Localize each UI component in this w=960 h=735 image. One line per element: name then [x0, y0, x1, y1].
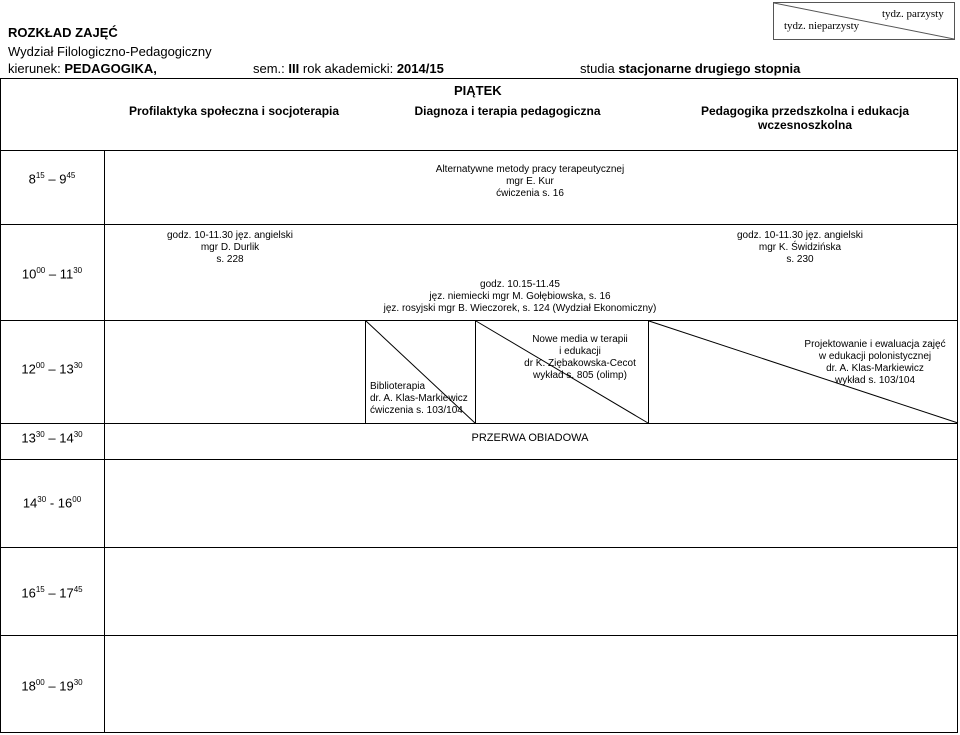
track-diagnoza: Diagnoza i terapia pedagogiczna: [414, 104, 601, 118]
day-title: PIĄTEK: [454, 83, 502, 98]
time-slot-4: $13^{30} - 14^{30}$: [21, 430, 83, 446]
track-pedagogika-line1: Pedagogika przedszkolna i edukacja: [700, 104, 910, 118]
time-slot-2: $10^{00} - 11^{30}$: [21, 266, 83, 282]
track-pedagogika-przedszkolna: [665, 104, 945, 132]
time-slot-6: $16^{15} - 17^{45}$: [21, 585, 83, 601]
class-angielski-durlik: godz. 10-11.30 jęz. angielski mgr D. Durlik s. 228: [166, 230, 293, 265]
class-projektowanie: Projektowanie i ewaluacja zajęć w edukacji polonistycznej dr. A. Klas-Markiewicz wykład s. 103/104: [804, 339, 946, 386]
class-angielski-swidzinska: godz. 10-11.30 jęz. angielski mgr K. Świdzińska s. 230: [736, 230, 863, 265]
time-slot-3: $12^{00} - 13^{30}$: [21, 361, 83, 377]
rok-value: 2014/15: [396, 61, 444, 76]
sem-label: sem.:: [253, 61, 285, 76]
studia-label: studia: [580, 61, 615, 76]
track-profilaktyka: Profilaktyka społeczna i socjoterapia: [128, 104, 340, 118]
time-slot-7: $18^{00} - 19^{30}$: [21, 678, 83, 694]
class-jezyki-obce: godz. 10.15-11.45 jęz. niemiecki mgr M. Gołębiowska, s. 16 jęz. rosyjski mgr B. Wieczorek, s. 124 (Wydział Ekonomiczny): [383, 279, 657, 314]
class-nowe-media: Nowe media w terapii i edukacji dr K. Ziębakowska-Cecot wykład s. 805 (olimp): [524, 334, 636, 381]
studia-value: stacjonarne drugiego stopnia: [618, 61, 801, 76]
week-odd-label: tydz. nieparzysty: [784, 20, 860, 32]
lunch-break: PRZERWA OBIADOWA: [471, 432, 589, 444]
week-even-label: tydz. parzysty: [882, 8, 944, 20]
kierunek-label: kierunek:: [8, 61, 61, 76]
time-slot-5: $14^{30} - 16^{00}$: [22, 495, 82, 511]
track-pedagogika-line2: wczesnoszkolna: [757, 118, 853, 132]
class-alternatywne-metody: Alternatywne metody pracy terapeutycznej mgr E. Kur ćwiczenia s. 16: [435, 164, 625, 199]
kierunek-value: PEDAGOGIKA,: [64, 61, 157, 76]
rok-label: rok akademicki:: [302, 61, 394, 76]
sem-value: III: [288, 61, 300, 76]
faculty-name: Wydział Filologiczno-Pedagogiczny: [8, 44, 212, 59]
time-slot-1: $8^{15} - 9^{45}$: [28, 171, 76, 187]
class-biblioterapia: Biblioterapia dr. A. Klas-Markiewicz ćwiczenia s. 103/104: [370, 381, 468, 416]
page-title: ROZKŁAD ZAJĘĆ: [8, 25, 118, 40]
